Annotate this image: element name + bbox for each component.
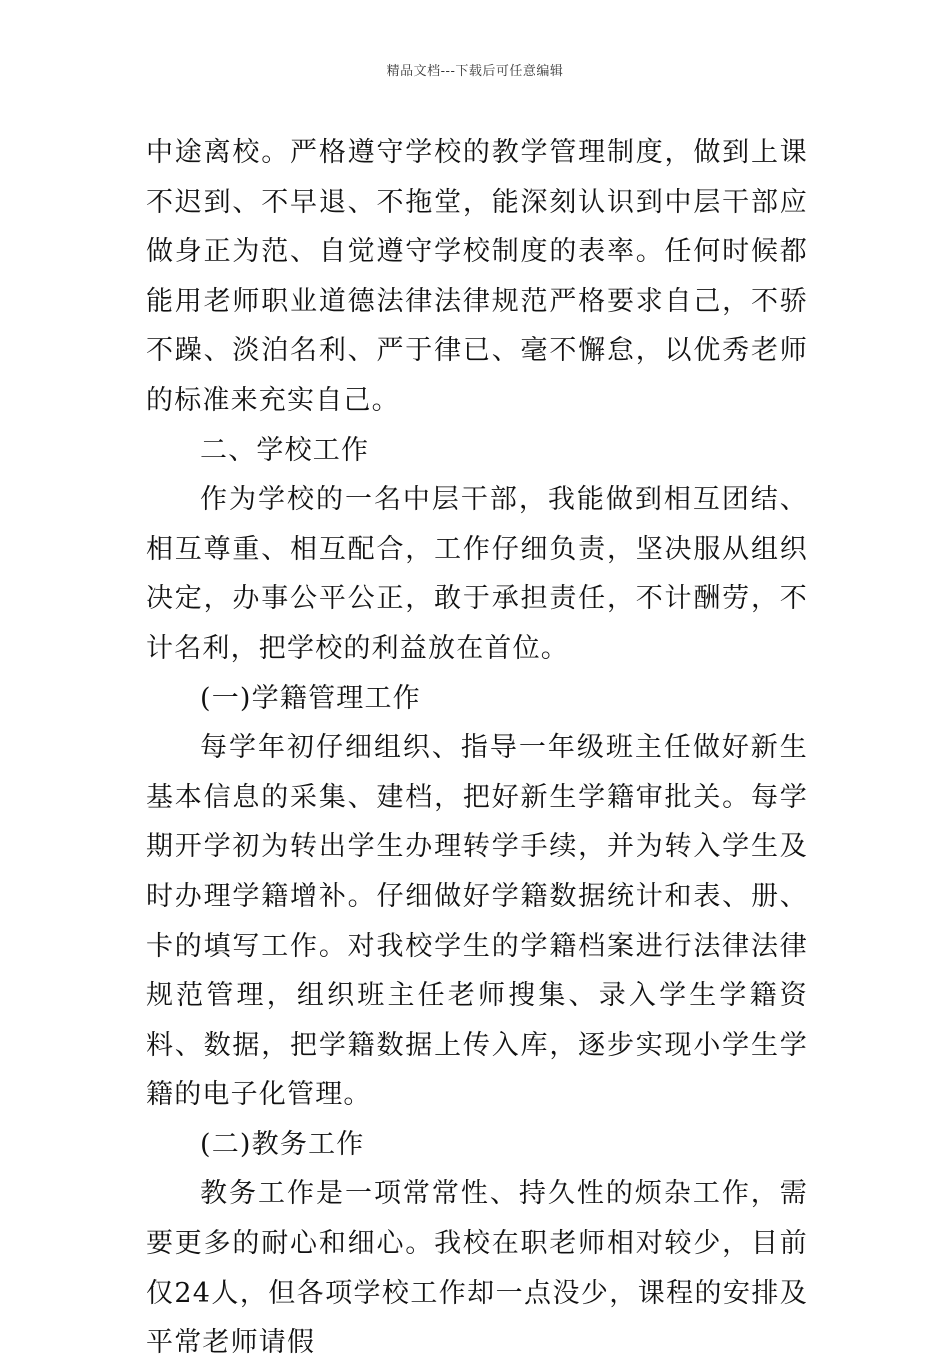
paragraph-enrollment: 每学年初仔细组织、指导一年级班主任做好新生基本信息的采集、建档，把好新生学籍审批关。每学期开学初为转出学生办理转学手续，并为转入学生及时办理学籍增补。仔细做好学籍数据统计和表、册、卡的填写工作。对我校学生的学籍档案进行法律法律规范管理，组织班主任老师搜集、录入学生学籍资料、数据，把学籍数据上传入库，逐步实现小学生学籍的电子化管理。 <box>146 732 808 1111</box>
paragraph-school-work: 作为学校的一名中层干部，我能做到相互团结、相互尊重、相互配合，工作仔细负责，坚决服从组织决定，办事公平公正，敢于承担责任，不计酬劳，不计名利，把学校的利益放在首位。 <box>146 484 808 664</box>
subsection-heading-enrollment: (一)学籍管理工作 <box>200 682 421 714</box>
paragraph-continuation: 中途离校。严格遵守学校的教学管理制度，做到上课不迟到、不早退、不拖堂，能深刻认识到中层干部应做身正为范、自觉遵守学校制度的表率。任何时候都能用老师职业道德法律法律规范严格要求自己，不骄不躁、淡泊名利、严于律已、毫不懈怠，以优秀老师的标准来充实自己。 <box>146 137 808 416</box>
section-heading-school-work: 二、学校工作 <box>200 434 370 466</box>
paragraph-academic-affairs: 教务工作是一项常常性、持久性的烦杂工作，需要更多的耐心和细心。我校在职老师相对较少，目前仅24人，但各项学校工作却一点没少，课程的安排及平常老师请假 <box>146 1178 808 1359</box>
document-body <box>146 128 808 1368</box>
subsection-heading-academic-affairs: (二)教务工作 <box>200 1128 365 1160</box>
page-header: 精品文档---下载后可任意编辑 <box>386 64 564 79</box>
